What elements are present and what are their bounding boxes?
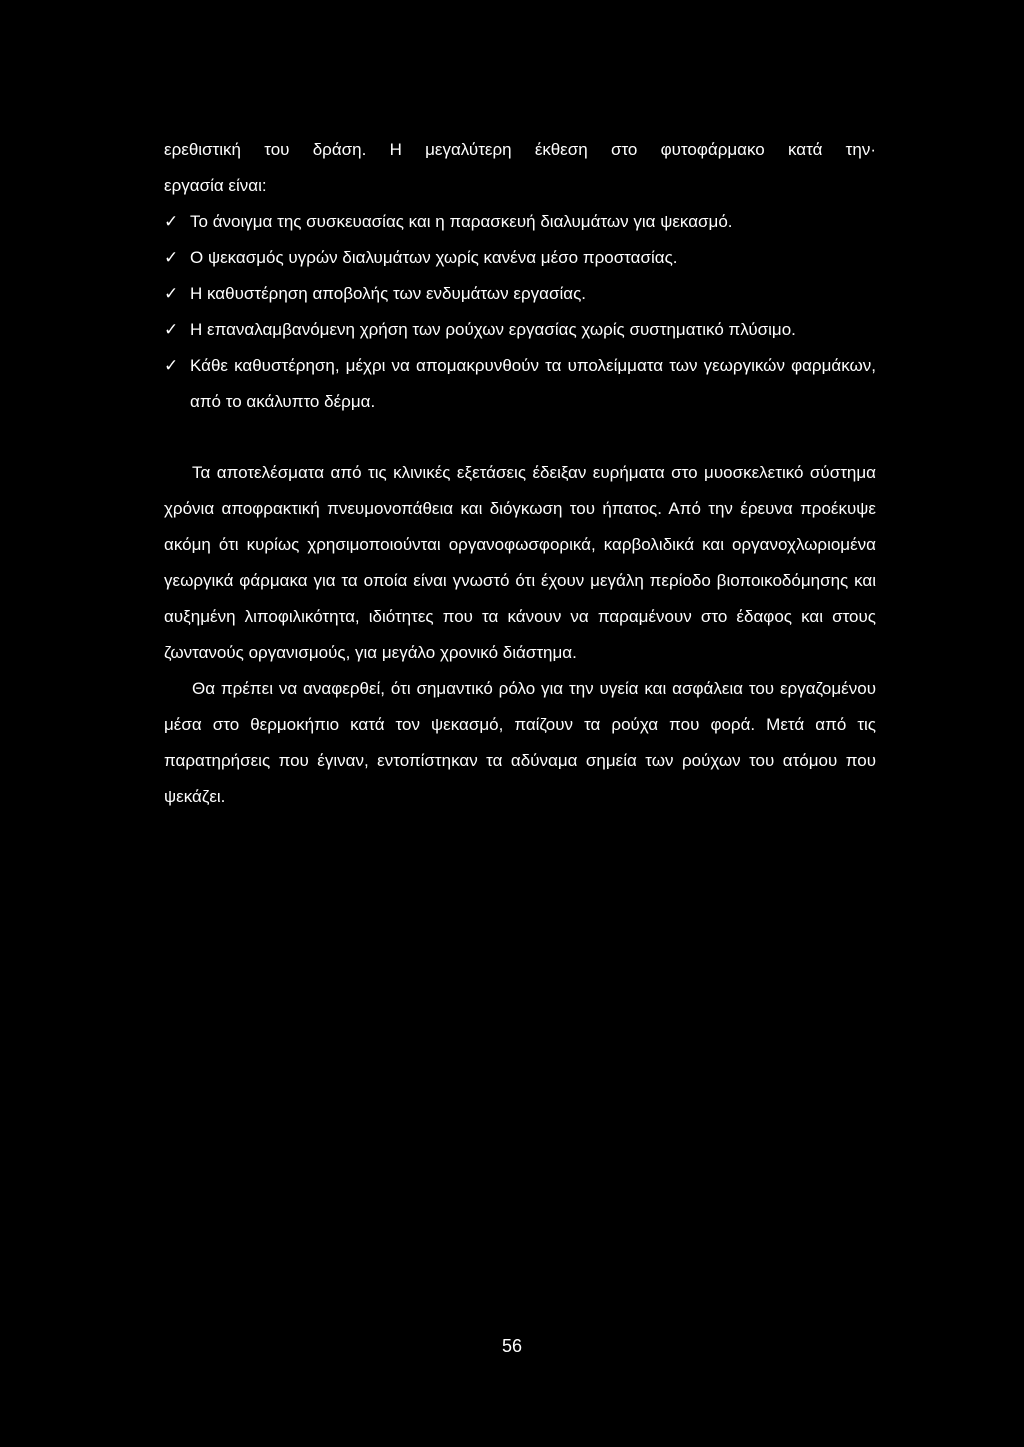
findings-paragraph: Τα αποτελέσματα από τις κλινικές εξετάσεις έδειξαν ευρήματα στο μυοσκελετικό σύστημα χρόνια αποφρακτική πνευμονοπάθεια και διόγκωση του ήπατος. Από την έρευνα προέκυψε ακόμη ότι κυρίως χρησιμοποιούνται οργανοφωσφορικά, καρβολιδικά και οργανοχλωριομένα γεωργικά φάρμακα για τα οποία είναι γνωστό ότι έχουν μεγάλη περίοδο βιοποικοδόμησης και αυξημένη λιποφιλικότητα, ιδιότητες που τα κάνουν να παραμένουν στο έδαφος και στους ζωντανούς οργανισμούς, για μεγάλο χρονικό διάστημα. bbox=[164, 463, 876, 662]
list-item bbox=[164, 312, 876, 348]
list-item-text: Η καθυστέρηση αποβολής των ενδυμάτων εργασίας. bbox=[190, 284, 586, 303]
intro-text-line-2: εργασία είναι: bbox=[164, 176, 267, 195]
list-item bbox=[164, 276, 876, 312]
list-item bbox=[164, 204, 876, 240]
check-icon: ✓ bbox=[164, 320, 179, 339]
list-item bbox=[164, 348, 876, 420]
list-item-text: Η επαναλαμβανόμενη χρήση των ρούχων εργασίας χωρίς συστηματικό πλύσιμο. bbox=[190, 320, 796, 339]
check-icon: ✓ bbox=[164, 248, 179, 267]
intro-text-line-1: ερεθιστική του δράση. Η μεγαλύτερη έκθεση στο φυτοφάρμακο κατά την· bbox=[164, 140, 876, 159]
list-item-text: Κάθε καθυστέρηση, μέχρι να απομακρυνθούν τα υπολείμματα των γεωργικών φαρμάκων, από το ακάλυπτο δέρμα. bbox=[190, 356, 876, 411]
clothing-paragraph: Θα πρέπει να αναφερθεί, ότι σημαντικό ρόλο για την υγεία και ασφάλεια του εργαζομένου μέσα στο θερμοκήπιο κατά τον ψεκασμό, παίζουν τα ρούχα που φορά. Μετά από τις παρατηρήσεις που έγιναν, εντοπίστηκαν τα αδύναμα σημεία των ρούχων του ατόμου που ψεκάζει. bbox=[164, 679, 876, 806]
page-number: 56 bbox=[501, 1336, 523, 1356]
list-item-text: Το άνοιγμα της συσκευασίας και η παρασκευή διαλυμάτων για ψεκασμό. bbox=[190, 212, 733, 231]
check-icon: ✓ bbox=[164, 356, 179, 375]
check-icon: ✓ bbox=[164, 284, 179, 303]
exposure-checklist bbox=[164, 204, 876, 420]
document-body bbox=[164, 132, 876, 815]
check-icon: ✓ bbox=[164, 212, 179, 231]
list-item bbox=[164, 240, 876, 276]
list-item-text: Ο ψεκασμός υγρών διαλυμάτων χωρίς κανένα μέσο προστασίας. bbox=[190, 248, 678, 267]
